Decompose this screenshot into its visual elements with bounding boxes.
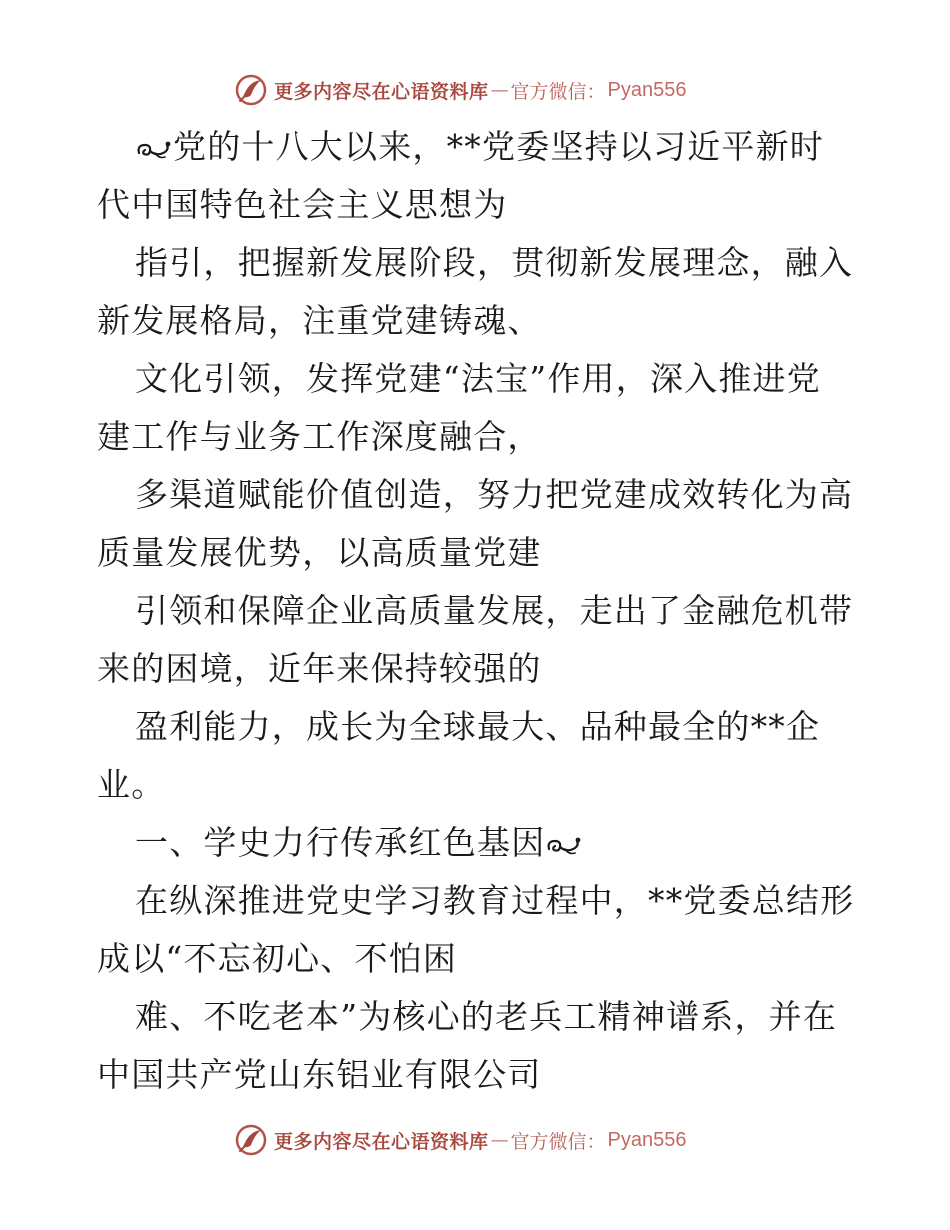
logo-icon	[234, 73, 268, 107]
watermark-wechat-id: Pyan556	[607, 78, 687, 101]
watermark-wechat-label: 官方微信：	[510, 80, 606, 103]
section-heading	[97, 814, 857, 872]
paragraph-line: 新发展格局，注重党建铸魂、	[97, 301, 542, 340]
watermark-wechat-label: 官方微信：	[510, 1130, 606, 1153]
paragraph-line: 文化引领，发挥党建“法宝”作用，深入推进党	[135, 359, 821, 398]
paragraph-line: 来的困境，近年来保持较强的	[97, 649, 542, 688]
watermark-dash: —	[490, 79, 509, 101]
logo-icon	[234, 1123, 268, 1157]
paragraph-line: 业。	[97, 765, 166, 804]
document-body	[97, 118, 857, 1104]
watermark-title: 更多内容尽在心语资料库	[274, 80, 489, 103]
paragraph-line: 盈利能力，成长为全球最大、品种最全的**企	[135, 707, 821, 746]
paragraph-line	[97, 118, 857, 176]
header-watermark	[234, 72, 687, 108]
line-text: 党的十八大以来，**党委坚持以习近平新时	[173, 127, 824, 166]
watermark-title: 更多内容尽在心语资料库	[274, 1130, 489, 1153]
paragraph-line: 指引，把握新发展阶段，贯彻新发展理念，融入	[135, 243, 854, 282]
watermark-wechat-id: Pyan556	[607, 1128, 687, 1151]
paragraph-line: 多渠道赋能价值创造，努力把党建成效转化为高	[135, 475, 854, 514]
heading-text: 一、学史力行传承红色基因	[135, 823, 546, 862]
paragraph-line: 代中国特色社会主义思想为	[97, 185, 508, 224]
swirl-icon	[545, 833, 583, 857]
paragraph-line: 建工作与业务工作深度融合，	[97, 417, 542, 456]
paragraph-line: 在纵深推进党史学习教育过程中，**党委总结形	[135, 881, 855, 920]
footer-watermark	[234, 1122, 687, 1158]
paragraph-line: 难、不吃老本”为核心的老兵工精神谱系，并在	[135, 997, 838, 1036]
watermark-dash: —	[490, 1129, 509, 1151]
paragraph-line: 质量发展优势，以高质量党建	[97, 533, 542, 572]
paragraph-line: 成以“不忘初心、不怕困	[97, 939, 458, 978]
paragraph-line: 中国共产党山东铝业有限公司	[97, 1055, 542, 1094]
swirl-icon	[135, 137, 173, 161]
paragraph-line: 引领和保障企业高质量发展，走出了金融危机带	[135, 591, 854, 630]
